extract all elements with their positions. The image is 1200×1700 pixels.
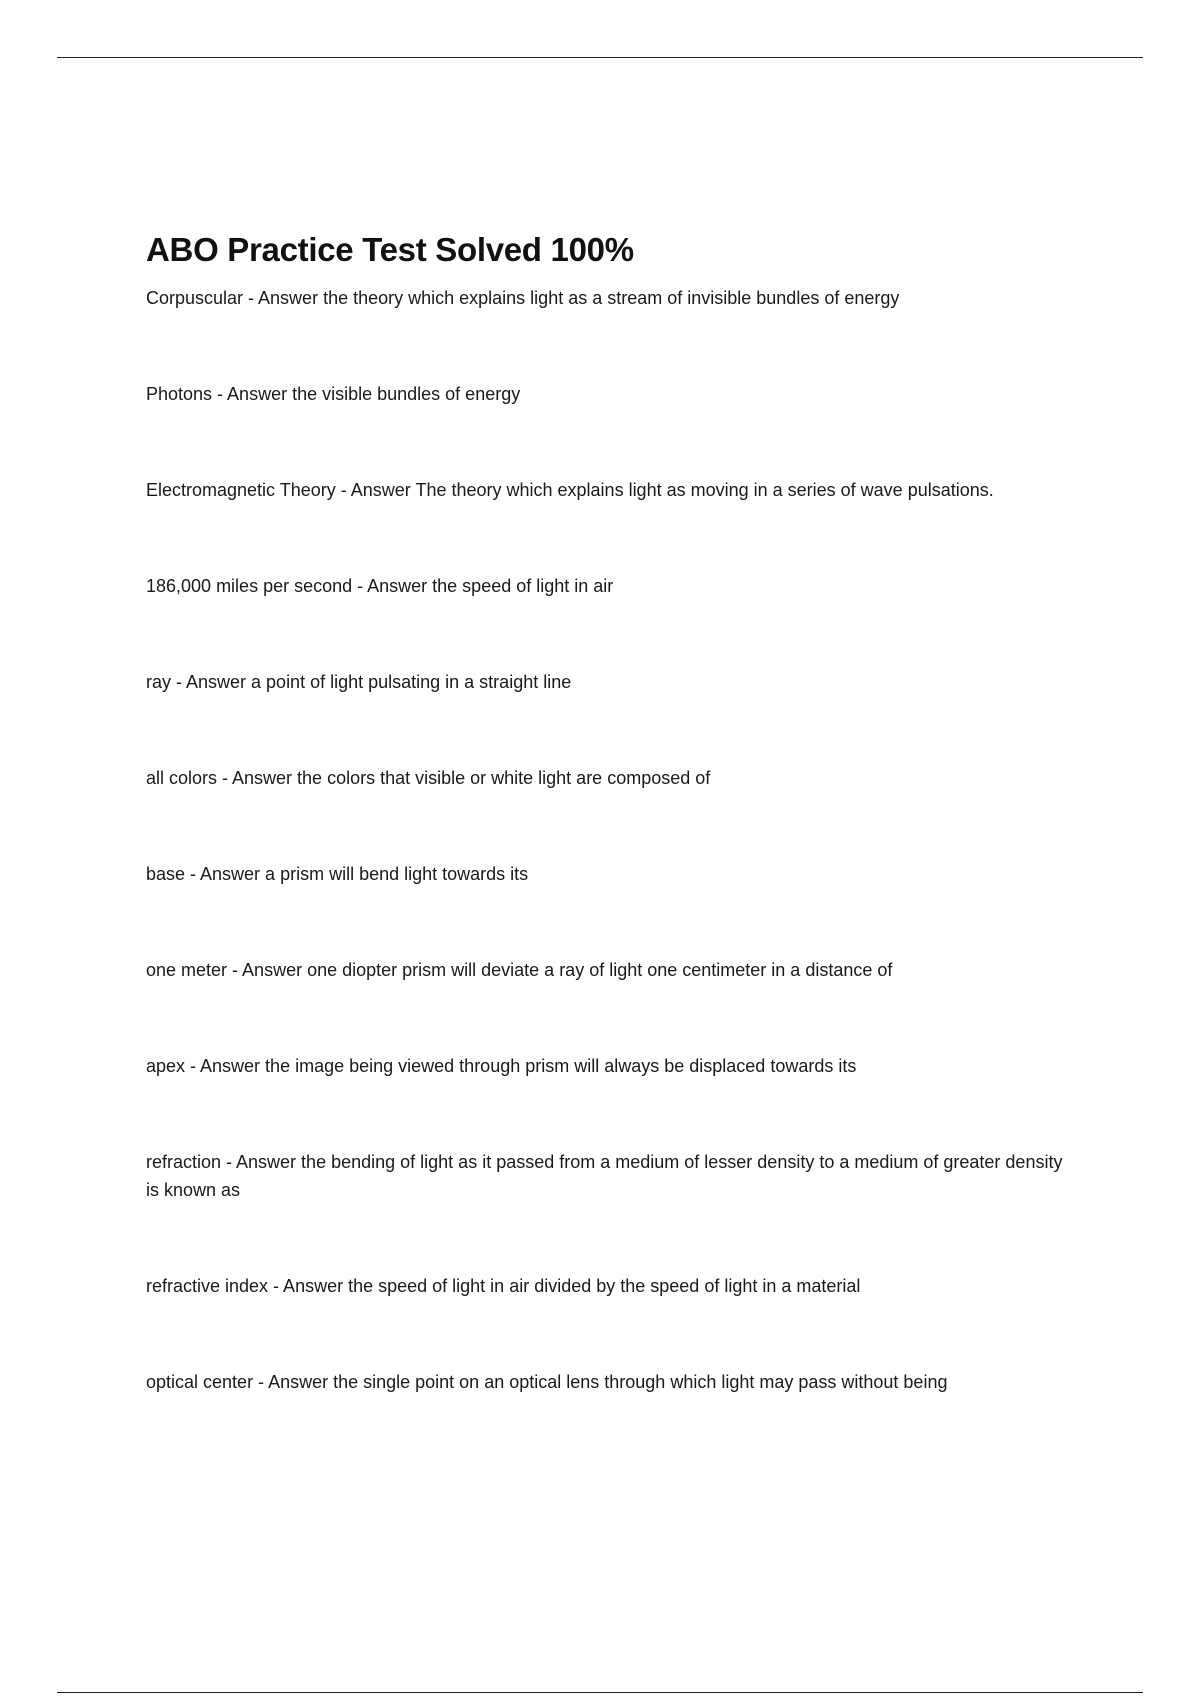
- qa-item-refractive-index: refractive index - Answer the speed of light in air divided by the speed of light in a material: [146, 1276, 861, 1296]
- qa-item-optical-center: optical center - Answer the single point on an optical lens through which light may pass without being: [146, 1372, 948, 1392]
- qa-item-refraction: refraction - Answer the bending of light as it passed from a medium of lesser density to a medium of greater density is known as: [146, 1152, 1063, 1200]
- qa-item-apex: apex - Answer the image being viewed through prism will always be displaced towards its: [146, 1056, 857, 1076]
- qa-item-all-colors: all colors - Answer the colors that visible or white light are composed of: [146, 768, 711, 788]
- qa-item-one-meter: one meter - Answer one diopter prism will deviate a ray of light one centimeter in a distance of: [146, 960, 893, 980]
- qa-list: [146, 284, 1066, 1396]
- qa-item-ray: ray - Answer a point of light pulsating in a straight line: [146, 672, 572, 692]
- qa-item-photons: Photons - Answer the visible bundles of energy: [146, 384, 521, 404]
- qa-item-electromagnetic-theory: Electromagnetic Theory - Answer The theory which explains light as moving in a series of wave pulsations.: [146, 480, 994, 500]
- document-title: ABO Practice Test Solved 100%: [146, 231, 634, 268]
- top-divider: [57, 57, 1143, 58]
- qa-item-speed-of-light: 186,000 miles per second - Answer the speed of light in air: [146, 576, 614, 596]
- qa-item-corpuscular: Corpuscular - Answer the theory which explains light as a stream of invisible bundles of energy: [146, 288, 900, 308]
- document-body: [146, 228, 1066, 1396]
- qa-item-base: base - Answer a prism will bend light towards its: [146, 864, 529, 884]
- bottom-divider: [57, 1692, 1143, 1693]
